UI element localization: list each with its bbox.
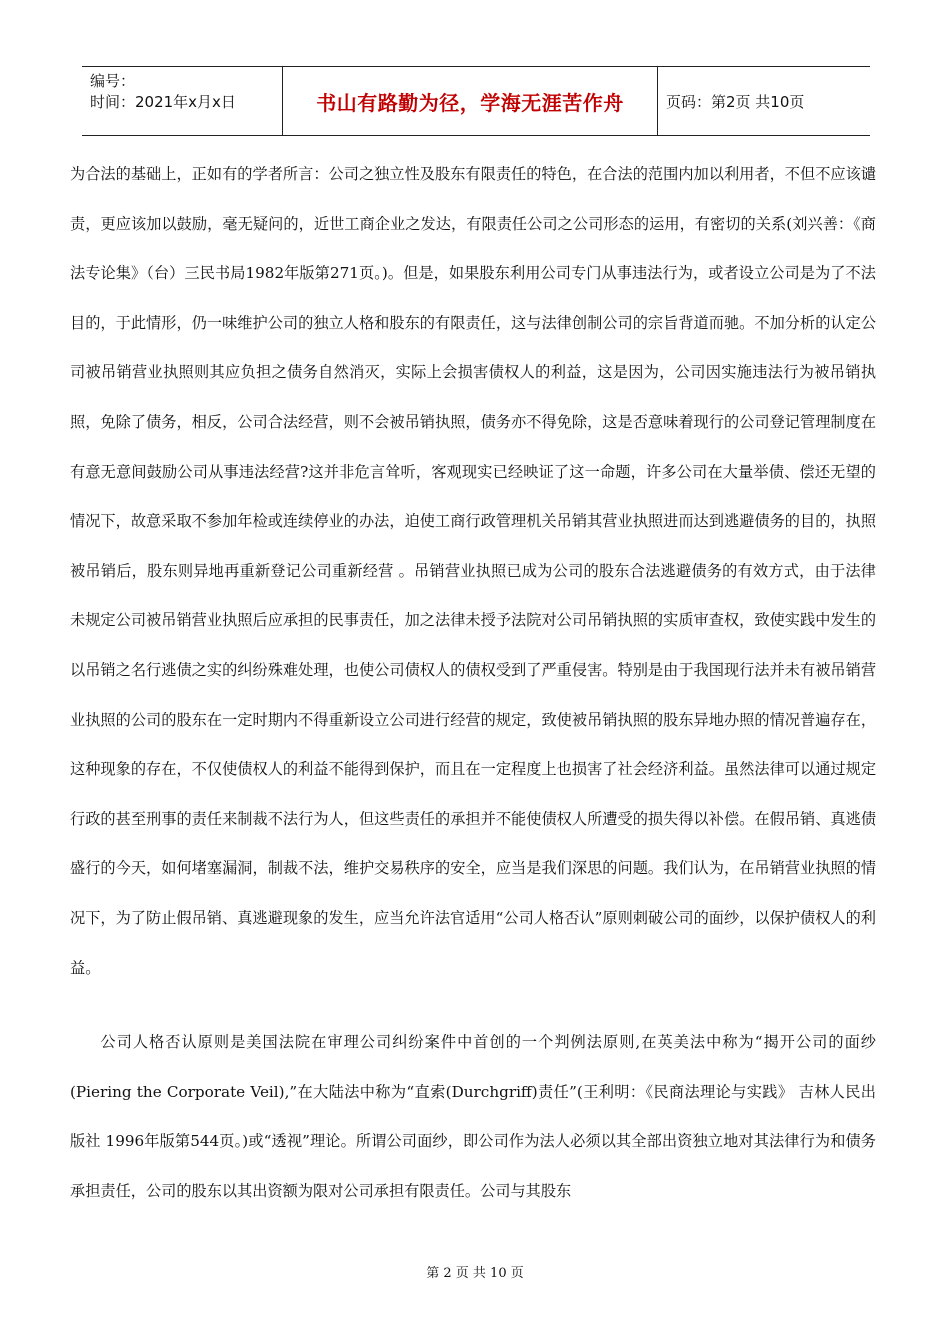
time-label: 时间：2021年x月x日 [90,93,236,111]
body-paragraph-1: 为合法的基础上，正如有的学者所言：公司之独立性及股东有限责任的特色，在合法的范围内加以利用者，不但不应该谴责，更应该加以鼓励，毫无疑问的，近世工商企业之发达，有限责任公司之公司形态的运用，有密切的关系(刘兴善：《商法专论集》（台）三民书局1982年版第271页。)。但是，如果股东利用公司专门从事违法行为，或者设立公司是为了不法目的，于此情形，仍一味维护公司的独立人格和股东的有限责任，这与法律创制公司的宗旨背道而驰。不加分析的认定公司被吊销营业执照则其应负担之债务自然消灭，实际上会损害债权人的利益，这是因为，公司因实施违法行为被吊销执照，免除了债务，相反，公司合法经营，则不会被吊销执照，债务亦不得免除，这是否意味着现行的公司登记管理制度在有意无意间鼓励公司从事违法经营?这并非危言耸听，客观现实已经映证了这一命题，许多公司在大量举债、偿还无望的情况下，故意采取不参加年检或连续停业的办法，迫使工商行政管理机关吊销其营业执照进而达到逃避债务的目的，执照被吊销后，股东则异地再重新登记公司重新经营 。吊销营业执照已成为公司的股东合法逃避债务的有效方式，由于法律未规定公司被吊销营业执照后应承担的民事责任，加之法律未授予法院对公司吊销执照的实质审查权，致使实践中发生的以吊销之名行逃债之实的纠纷殊难处理，也使公司债权人的债权受到了严重侵害。特别是由于我国现行法并未有被吊销营业执照的公司的股东在一定时期内不得重新设立公司进行经营的规定，致使被吊销执照的股东异地办照的情况普遍存在，这种现象的存在，不仅使债权人的利益不能得到保护，而且在一定程度上也损害了社会经济利益。虽然法律可以通过规定行政的甚至刑事的责任来制裁不法行为人，但这些责任的承担并不能使债权人所遭受的损失得以补偿。在假吊销、真逃债盛行的今天，如何堵塞漏洞，制裁不法，维护交易秩序的安全，应当是我们深思的问题。我们认为，在吊销营业执照的情况下，为了防止假吊销、真逃避现象的发生，应当允许法官适用“公司人格否认”原则刺破公司的面纱，以保护债权人的利益。 [70,165,876,977]
page-footer: 第 2 页 共 10 页 [426,1266,524,1281]
header-divider-right [657,66,658,136]
header-motto: 书山有路勤为径，学海无涯苦作舟 [316,90,624,115]
header-meta [90,71,280,113]
header-page-code: 页码：第2页 共10页 [666,92,805,111]
number-label: 编号： [90,72,136,90]
document-header [82,66,870,136]
document-body [70,150,876,1216]
body-paragraph-2: 公司人格否认原则是美国法院在审理公司纠纷案件中首创的一个判例法原则,在英美法中称为“揭开公司的面纱(Piering the Corporate Veil),”在大陆法中称为“直索(Durchgriff)责任”(王利明：《民商法理论与实践》 吉林人民出版社 1996年版第544页。)或“透视”理论。所谓公司面纱，即公司作为法人必须以其全部出资独立地对其法律行为和债务承担责任，公司的股东以其出资额为限对公司承担有限责任。公司与其股东 [70,1033,876,1200]
